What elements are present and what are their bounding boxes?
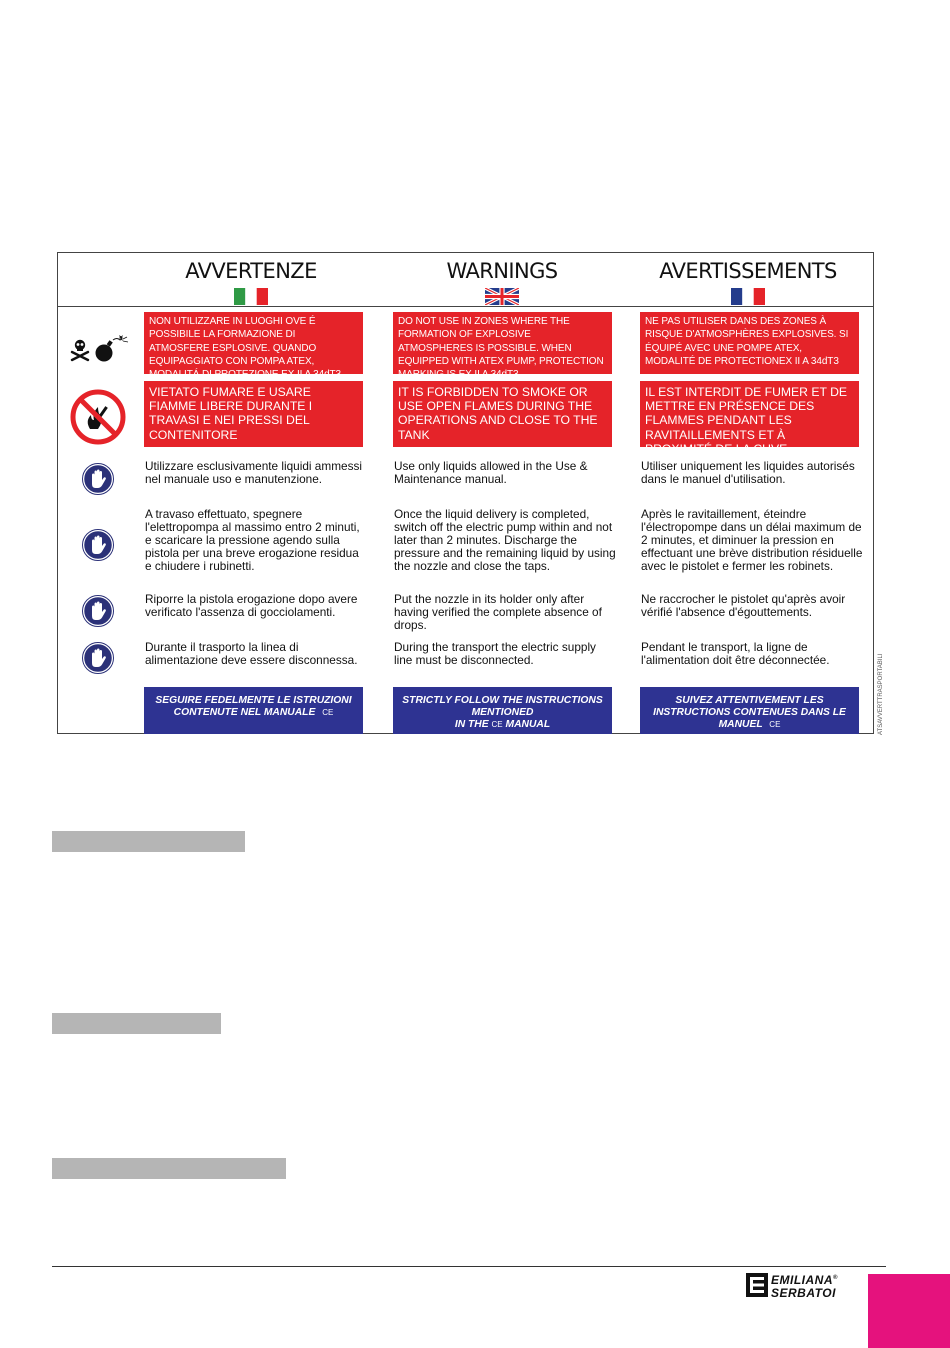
instruction-3-fr: Ne raccrocher le pistolet qu'après avoir vérifié l'absence d'égouttements.: [641, 592, 846, 620]
logo-line-2: SERBATOI: [771, 1286, 836, 1300]
follow-manual-fr-text: SUIVEZ ATTENTIVEMENT LES INSTRUCTIONS CONTENUES DANS LE MANUEL: [653, 695, 846, 730]
follow-manual-it: [144, 687, 363, 734]
instruction-1-en: Use only liquids allowed in the Use & Maintenance manual.: [394, 459, 588, 487]
follow-manual-en-line1: STRICTLY FOLLOW THE INSTRUCTIONS MENTIONED: [402, 695, 603, 718]
explosive-hazard-icons: [70, 335, 130, 365]
instruction-1-it: Utilizzare esclusivamente liquidi ammessi nel manuale uso e manutenzione.: [145, 459, 363, 487]
stop-hand-icon: [82, 595, 114, 627]
section-heading-bar-3: [52, 1158, 286, 1179]
header-title-fr: AVERTISSEMENTS: [659, 259, 837, 283]
section-heading-bar-1: [52, 831, 245, 852]
follow-manual-it-text: SEGUIRE FEDELMENTE LE ISTRUZIONI CONTENUTE NEL MANUALE: [155, 695, 352, 718]
label-code: ATSAVVERTTRASPORTABILI: [878, 653, 884, 735]
page-corner-tab: [868, 1274, 950, 1348]
logo-mark-icon: [746, 1273, 768, 1297]
logo-text: [771, 1273, 838, 1299]
emiliana-serbatoi-logo: [746, 1272, 852, 1298]
instruction-4-it: Durante il trasporto la linea di alimentazione deve essere disconnessa.: [145, 640, 358, 668]
ce-mark: CE: [322, 708, 334, 717]
no-smoking-warning-it: VIETATO FUMARE E USARE FIAMME LIBERE DURANTE I TRAVASI E NEI PRESSI DEL CONTENITORE: [144, 381, 363, 447]
instruction-2-en: Once the liquid delivery is completed, switch off the electric pump within and not later than 2 minutes. Discharge the pressure and the remaining liquid by using the nozzle and close the taps.: [394, 507, 616, 574]
warning-label-panel: [57, 252, 874, 734]
header-english: [392, 257, 612, 305]
ce-mark: CE: [769, 720, 781, 729]
no-smoking-warning-en: IT IS FORBIDDEN TO SMOKE OR USE OPEN FLAMES DURING THE OPERATIONS AND CLOSE TO THE TANK: [393, 381, 612, 447]
section-heading-bar-2: [52, 1013, 221, 1034]
instruction-4-fr: Pendant le transport, la ligne de l'alimentation doit être déconnectée.: [641, 640, 830, 668]
follow-manual-en-line2a: IN THE: [454, 719, 489, 730]
instruction-2-it: A travaso effettuato, spegnere l'elettropompa al massimo entro 2 minuti, e scaricare la pressione agendo sulla pistola per una breve erogazione residua e chiudere i rubinetti.: [145, 507, 360, 574]
instruction-3-it: Riporre la pistola erogazione dopo avere verificato l'assenza di gocciolamenti.: [145, 592, 358, 620]
stop-hand-icon: [82, 642, 114, 674]
no-smoking-warning-fr: IL EST INTERDIT DE FUMER ET DE METTRE EN PRÉSENCE DES FLAMMES PENDANT LES RAVITAILLEMENTS ET À PROXIMITÉ DE LA CUVE.: [640, 381, 859, 447]
header-divider: [58, 306, 873, 307]
atex-warning-it: NON UTILIZZARE IN LUOGHI OVE É POSSIBILE LA FORMAZIONE DI ATMOSFERE ESPLOSIVE. QUANDO EQUIPAGGIATO CON POMPA ATEX, MODALITÁ DI PROTEZIONE EX II A 34dT3: [144, 312, 363, 374]
instruction-3-en: Put the nozzle in its holder only after having verified the complete absence of drops.: [394, 592, 602, 633]
stop-hand-icon: [82, 463, 114, 495]
skull-crossbones-icon: [72, 340, 88, 360]
footer-rule: [52, 1266, 886, 1267]
instruction-2-fr: Après le ravitaillement, éteindre l'électropompe dans un délai maximum de 2 minutes, et diminuer la pression en effectuant une brève distribution résiduelle avec le pistolet e fermer les robinets.: [641, 507, 863, 574]
atex-warning-en: DO NOT USE IN ZONES WHERE THE FORMATION OF EXPLOSIVE ATMOSPHERES IS POSSIBLE. WHEN EQUIPPED WITH ATEX PUMP, PROTECTION MARKING IS EX II A 34dT3: [393, 312, 612, 374]
no-smoking-flame-icon: [70, 389, 126, 445]
header-title-it: AVVERTENZE: [185, 259, 317, 283]
bomb-icon: [96, 336, 129, 362]
instruction-1-fr: Utiliser uniquement les liquides autorisés dans le manuel d'utilisation.: [641, 459, 855, 487]
registered-mark: ®: [833, 1275, 838, 1281]
follow-manual-en: [393, 687, 612, 734]
logo-line-1: [771, 1273, 838, 1286]
header-italian: [141, 257, 361, 305]
stop-hand-icon: [82, 529, 114, 561]
italy-flag-icon: [234, 288, 268, 305]
follow-manual-fr: [640, 687, 859, 734]
logo-word-emiliana: EMILIANA: [771, 1273, 833, 1287]
follow-manual-en-line2b: MANUAL: [505, 719, 551, 730]
instruction-4-en: During the transport the electric supply line must be disconnected.: [394, 640, 596, 668]
france-flag-icon: [731, 288, 765, 305]
header-title-en: WARNINGS: [446, 259, 558, 283]
atex-warning-fr: NE PAS UTILISER DANS DES ZONES À RISQUE D'ATMOSPHÈRES EXPLOSIVES. SI ÉQUIPÉ AVEC UNE POMPE ATEX, MODALITÉ DE PROTECTIONEX II A 34dT3: [640, 312, 859, 374]
ce-mark: CE: [491, 720, 503, 729]
uk-flag-icon: [485, 288, 519, 305]
header-french: [638, 257, 858, 305]
